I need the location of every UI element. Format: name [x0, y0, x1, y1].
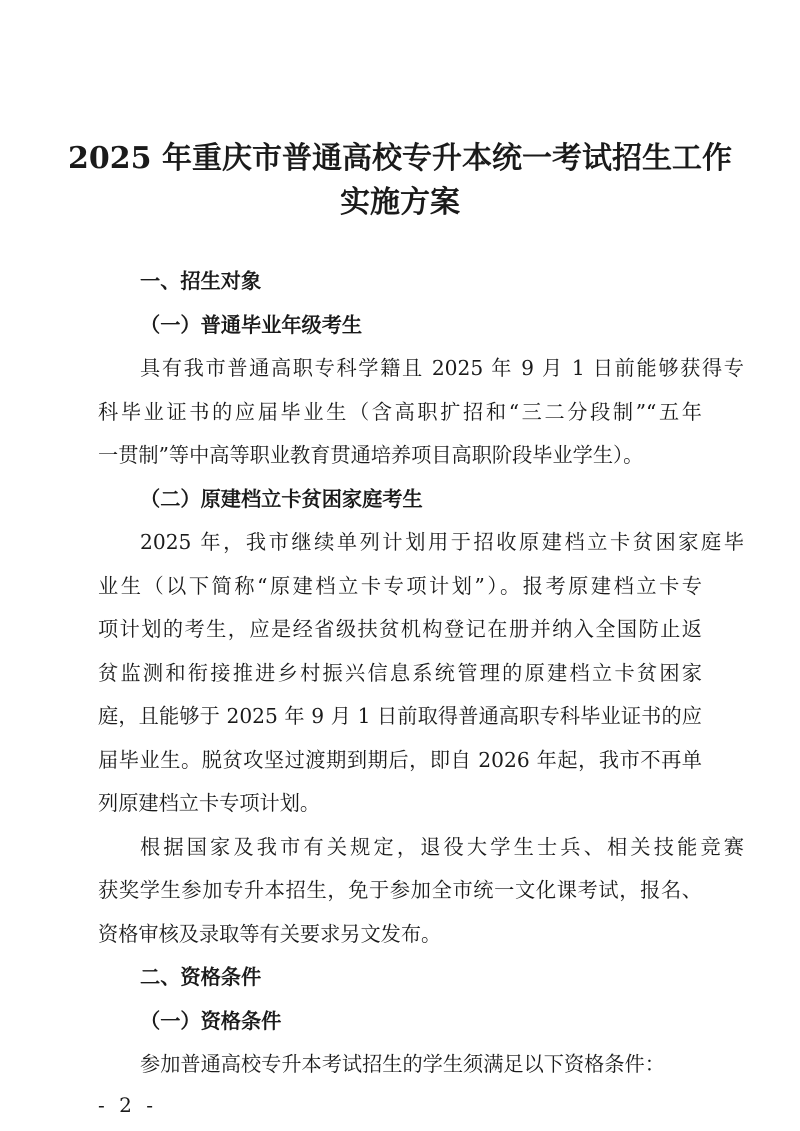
paragraph-2-line-3: 项计划的考生，应是经省级扶贫机构登记在册并纳入全国防止返 — [98, 617, 702, 641]
paragraph-1-line-3: 一贯制”等中高等职业教育贯通培养项目高职阶段毕业学生）。 — [98, 443, 644, 467]
paragraph-2-line-7: 列原建档立卡专项计划。 — [98, 791, 321, 815]
subsection-heading-poverty-family-students: （二）原建档立卡贫困家庭考生 — [140, 487, 423, 511]
paragraph-2-line-4: 贫监测和衔接推进乡村振兴信息系统管理的原建档立卡贫困家 — [98, 661, 702, 685]
document-title-line-1: 2025 年重庆市普通高校专升本统一考试招生工作 — [68, 141, 732, 176]
paragraph-2-line-6: 届毕业生。脱贫攻坚过渡期到期后，即自 2026 年起，我市不再单 — [98, 748, 702, 772]
document-title-line-2: 实施方案 — [340, 185, 460, 220]
paragraph-3-line-1: 根据国家及我市有关规定，退役大学生士兵、相关技能竞赛 — [140, 835, 744, 859]
paragraph-2-line-1: 2025 年，我市继续单列计划用于招收原建档立卡贫困家庭毕 — [140, 530, 744, 554]
paragraph-3-line-2: 获奖学生参加专升本招生，免于参加全市统一文化课考试，报名、 — [98, 878, 702, 902]
paragraph-2-line-5: 庭，且能够于 2025 年 9 月 1 日前取得普通高职专科毕业证书的应 — [98, 704, 702, 728]
section-heading-eligibility: 二、资格条件 — [140, 965, 262, 989]
paragraph-4-line-1: 参加普通高校专升本考试招生的学生须满足以下资格条件： — [140, 1052, 665, 1076]
paragraph-3-line-3: 资格审核及录取等有关要求另文发布。 — [98, 922, 442, 946]
paragraph-2-line-2: 业生（以下简称“原建档立卡专项计划”）。报考原建档立卡专 — [98, 574, 702, 598]
subsection-heading-graduating-students: （一）普通毕业年级考生 — [140, 313, 363, 337]
section-heading-recruitment-targets: 一、招生对象 — [140, 269, 262, 293]
page-number: - 2 - — [98, 1093, 157, 1117]
subsection-heading-eligibility-conditions: （一）资格条件 — [140, 1009, 282, 1033]
paragraph-1-line-2: 科毕业证书的应届毕业生（含高职扩招和“三二分段制”“五年 — [98, 400, 702, 424]
paragraph-1-line-1: 具有我市普通高职专科学籍且 2025 年 9 月 1 日前能够获得专 — [140, 356, 744, 380]
